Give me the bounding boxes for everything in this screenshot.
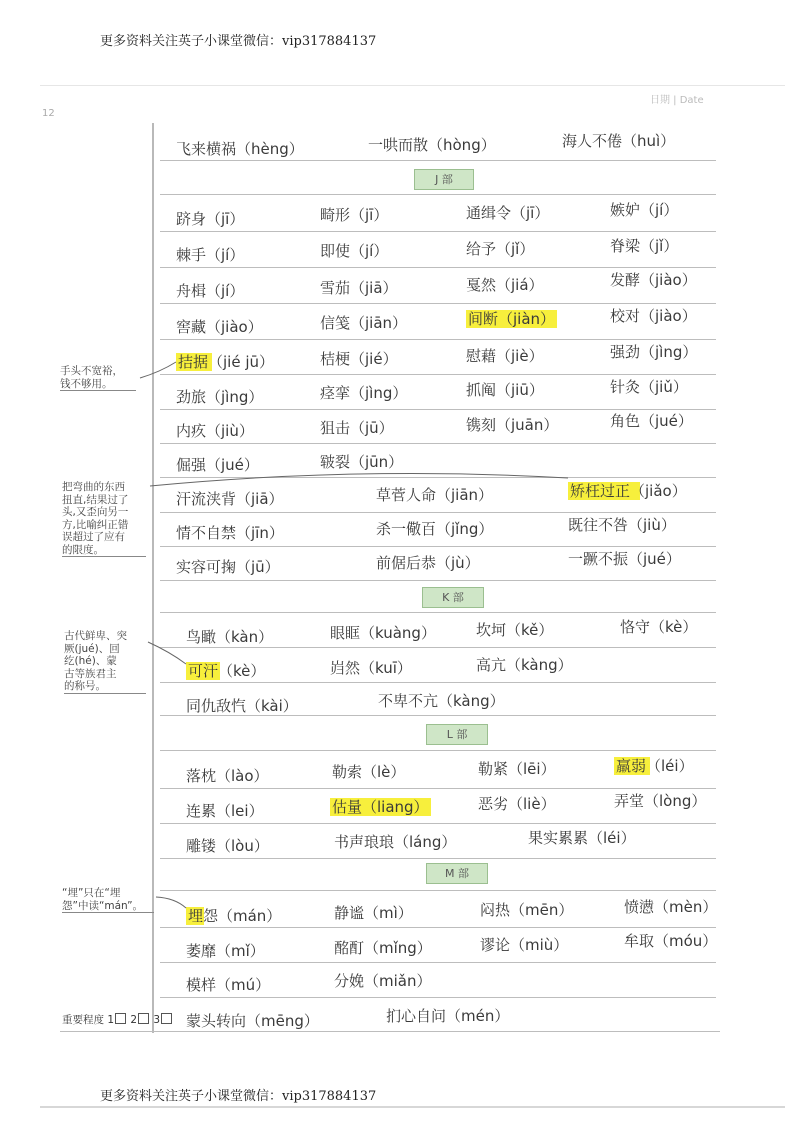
word-entry: 既往不咎（jiù） — [568, 516, 676, 534]
word-entry: 高亢（kàng） — [476, 656, 573, 674]
word-entry: 牟取（móu） — [624, 932, 718, 950]
checkbox-icon[interactable] — [138, 1013, 149, 1024]
arrow-line — [156, 897, 186, 908]
word-entry: 眼眶（kuàng） — [330, 624, 436, 642]
word-entry: 强劲（jìng） — [610, 343, 698, 361]
word-entry: 勒紧（lēi） — [478, 760, 556, 778]
word-entry: 恶劣（liè） — [478, 795, 556, 813]
word-entry: 飞来横祸（hèng） — [176, 140, 304, 158]
word-entry: 海人不倦（huì） — [562, 132, 676, 150]
checkbox-icon[interactable] — [161, 1013, 172, 1024]
importance-label: 重要程度 — [62, 1014, 104, 1026]
word-entry: 角色（jué） — [610, 412, 693, 430]
word-entry-highlighted: 羸弱（léi） — [616, 757, 694, 775]
word-entry: 镌刻（juān） — [466, 416, 559, 434]
word-entry: 勒索（lè） — [332, 763, 406, 781]
importance-scale — [62, 1012, 173, 1027]
word-entry: 愤懑（mèn） — [624, 898, 718, 916]
word-entry: 劲旅（jìng） — [176, 388, 264, 406]
arrow-line — [148, 642, 186, 664]
word-entry: 坎坷（kě） — [476, 621, 554, 639]
word-entry: 书声琅琅（láng） — [334, 833, 457, 851]
word-entry: 同仇敌忾（kài） — [186, 697, 298, 715]
word-entry: 弄堂（lòng） — [614, 792, 707, 810]
word-entry: 皲裂（jūn） — [320, 453, 404, 471]
word-entry: 岿然（kuī） — [330, 659, 412, 677]
word-entry: 慰藉（jiè） — [466, 347, 544, 365]
word-entry: 不卑不亢（kàng） — [378, 692, 505, 710]
section-header-k: K 部 — [422, 587, 484, 608]
section-header-j: J 部 — [414, 169, 474, 190]
word-entry: 给予（jǐ） — [466, 240, 535, 258]
word-entry: 校对（jiào） — [610, 307, 697, 325]
arrow-line — [150, 474, 568, 487]
word-entry: 前倨后恭（jù） — [376, 554, 480, 572]
word-entry: 蒙头转向（mēng） — [186, 1012, 319, 1030]
margin-note: “埋”只在“埋 怨”中读“mán”。 — [62, 887, 154, 913]
word-entry: 畸形（jī） — [320, 206, 389, 224]
word-entry: 雪茄（jiā） — [320, 279, 398, 297]
word-entry: 舟楫（jí） — [176, 282, 245, 300]
importance-level: 1 — [107, 1014, 115, 1026]
word-entry: 恪守（kè） — [620, 618, 698, 636]
word-entry: 酩酊（mǐng） — [334, 939, 432, 957]
word-entry: 痉挛（jìng） — [320, 384, 408, 402]
checkbox-icon[interactable] — [115, 1013, 126, 1024]
word-entry: 一哄而散（hòng） — [368, 136, 496, 154]
margin-note: 手头不宽裕， 钱不够用。 — [60, 365, 136, 391]
word-entry: 内疚（jiù） — [176, 422, 254, 440]
importance-level: 2 — [130, 1014, 138, 1026]
word-entry-highlighted: 埋怨（mán） — [188, 907, 282, 925]
header-watermark: 更多资料关注英子小课堂微信：vip317884137 — [100, 34, 377, 49]
margin-note: 把弯曲的东西 扭直,结果过了 头,又歪向另一 方,比喻纠正错 误超过了应有 的限度。 — [62, 481, 146, 557]
word-entry: 通缉令（jī） — [466, 204, 550, 222]
word-entry: 扪心自问（mén） — [386, 1007, 510, 1025]
word-entry: 杀一儆百（jǐng） — [376, 520, 494, 538]
word-entry-highlighted: 间断（jiàn） — [468, 310, 556, 328]
word-entry: 即使（jí） — [320, 242, 389, 260]
page-number: 12 — [42, 108, 55, 119]
arrow-line — [140, 362, 176, 378]
section-header-l: L 部 — [426, 724, 488, 745]
word-entry: 连累（lei） — [186, 802, 264, 820]
word-entry: 戛然（jiá） — [466, 276, 544, 294]
footer-watermark: 更多资料关注英子小课堂微信：vip317884137 — [100, 1089, 377, 1104]
word-entry-highlighted: 拮据（jié jū） — [178, 353, 275, 371]
word-entry: 跻身（jī） — [176, 210, 245, 228]
word-entry: 草菅人命（jiān） — [376, 486, 494, 504]
word-entry: 分娩（miǎn） — [334, 972, 432, 990]
word-entry-highlighted: 矫枉过正（jiǎo） — [570, 482, 687, 500]
word-entry: 情不自禁（jīn） — [176, 524, 284, 542]
word-entry: 静谧（mì） — [334, 904, 413, 922]
word-entry: 信笺（jiān） — [320, 314, 408, 332]
word-entry: 狙击（jū） — [320, 419, 394, 437]
word-entry: 棘手（jí） — [176, 246, 245, 264]
word-entry: 模样（mú） — [186, 976, 271, 994]
importance-level: 3 — [153, 1014, 161, 1026]
date-label: 日期 | Date — [650, 95, 704, 106]
word-entry: 脊梁（jǐ） — [610, 237, 679, 255]
word-entry-highlighted: 可汗（kè） — [188, 662, 266, 680]
word-entry: 谬论（miù） — [480, 936, 569, 954]
word-entry: 倔强（jué） — [176, 456, 259, 474]
word-entry: 桔梗（jié） — [320, 350, 398, 368]
word-entry: 闷热（mēn） — [480, 901, 574, 919]
word-entry: 抓阄（jiū） — [466, 381, 544, 399]
word-entry: 萎靡（mǐ） — [186, 942, 265, 960]
margin-note: 古代鲜卑、突 厥(jué)、回 纥(hé)、蒙 古等族君主 的称号。 — [64, 630, 146, 694]
word-entry: 实容可掬（jū） — [176, 558, 280, 576]
word-entry: 雕镂（lòu） — [186, 837, 269, 855]
word-entry: 窖藏（jiào） — [176, 318, 263, 336]
word-entry: 汗流浃背（jiā） — [176, 490, 284, 508]
word-entry: 一蹶不振（jué） — [568, 550, 681, 568]
section-header-m: M 部 — [426, 863, 488, 884]
word-entry: 鸟瞰（kàn） — [186, 628, 274, 646]
word-entry-highlighted: 估量（liang） — [332, 798, 429, 816]
word-entry: 嫉妒（jí） — [610, 201, 679, 219]
word-entry: 针灸（jiǔ） — [610, 378, 688, 396]
word-entry: 果实累累（léi） — [528, 829, 636, 847]
word-entry: 发酵（jiào） — [610, 271, 697, 289]
word-entry: 落枕（lào） — [186, 767, 269, 785]
